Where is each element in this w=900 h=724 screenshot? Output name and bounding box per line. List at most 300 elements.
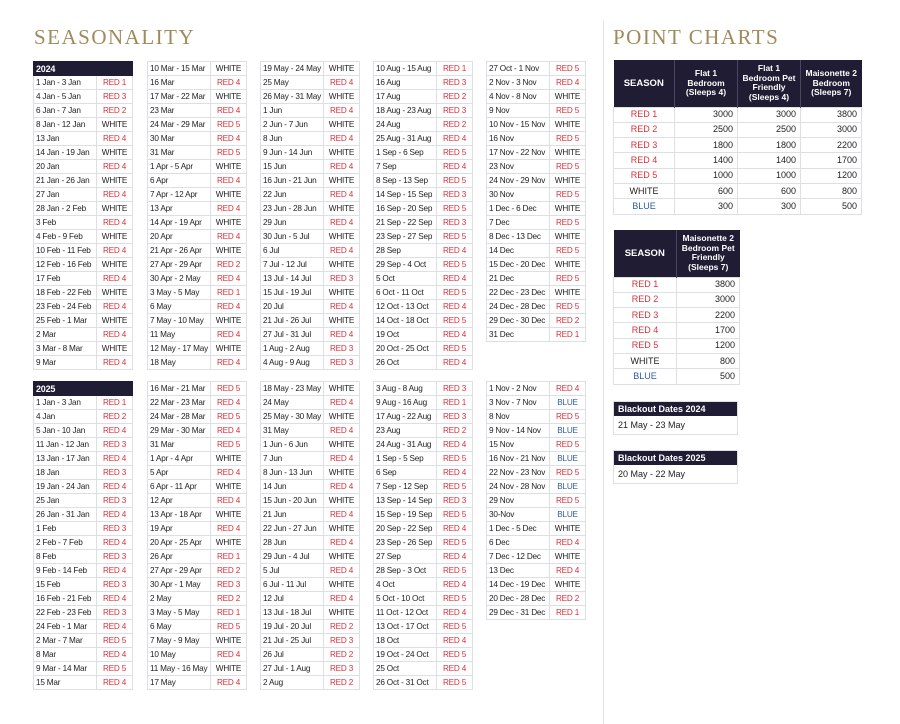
season-table-2024-col-5: [486, 61, 586, 342]
season-badge: WHITE: [550, 286, 586, 300]
season-badge: RED 4: [211, 272, 247, 286]
season-row: [34, 328, 133, 342]
season-badge: RED 5: [437, 230, 473, 244]
date-range: 16 Nov - 21 Nov: [487, 452, 550, 466]
date-range: 15 Feb: [34, 578, 97, 592]
season-badge: RED 4: [211, 494, 247, 508]
date-range: 6 Jul: [261, 244, 324, 258]
season-row: [34, 396, 133, 410]
point-row: [614, 353, 740, 368]
date-range: 14 Dec: [487, 244, 550, 258]
season-row: [261, 648, 360, 662]
season-row: [487, 286, 586, 300]
date-range: 5 Apr: [148, 466, 211, 480]
date-range: 9 Mar: [34, 356, 97, 370]
section-divider: [603, 20, 604, 724]
season-badge: RED 4: [324, 160, 360, 174]
date-range: 7 Sep - 12 Sep: [374, 480, 437, 494]
date-range: 10 Aug - 15 Aug: [374, 62, 437, 76]
date-range: 5 Oct - 10 Oct: [374, 592, 437, 606]
season-badge: WHITE: [550, 118, 586, 132]
season-table-2024-col-3: [260, 61, 360, 370]
point-row: [614, 308, 740, 323]
date-range: 8 Jun - 13 Jun: [261, 466, 324, 480]
season-badge: RED 3: [97, 550, 133, 564]
date-range: 1 Dec - 5 Dec: [487, 522, 550, 536]
season-badge: WHITE: [324, 258, 360, 272]
season-badge: RED 4: [437, 606, 473, 620]
season-row: [374, 578, 473, 592]
date-range: 2 Nov - 3 Nov: [487, 76, 550, 90]
season-name: RED 3: [614, 308, 677, 323]
season-badge: WHITE: [550, 202, 586, 216]
season-row: [374, 648, 473, 662]
date-range: 15 Jun: [261, 160, 324, 174]
season-row: [374, 620, 473, 634]
season-badge: RED 3: [97, 606, 133, 620]
season-row: [374, 494, 473, 508]
points-value: 1400: [675, 153, 738, 168]
date-range: 14 Sep - 15 Sep: [374, 188, 437, 202]
season-name: RED 4: [614, 323, 677, 338]
season-row: [148, 396, 247, 410]
season-badge: WHITE: [324, 382, 360, 396]
date-range: 20 Jan: [34, 160, 97, 174]
season-badge: RED 1: [550, 328, 586, 342]
season-name: BLUE: [614, 199, 675, 214]
date-range: 22 Jun: [261, 188, 324, 202]
point-row: [614, 292, 740, 307]
season-row: [148, 356, 247, 370]
date-range: 17 May: [148, 676, 211, 690]
season-badge: RED 3: [97, 578, 133, 592]
header-flat-1-bedroom: Flat 1 Bedroom (Sleeps 4): [675, 60, 738, 107]
season-badge: RED 5: [550, 160, 586, 174]
date-range: 19 Oct - 24 Oct: [374, 648, 437, 662]
date-range: 10 Nov - 15 Nov: [487, 118, 550, 132]
season-row: [487, 258, 586, 272]
date-range: 27 Jul - 1 Aug: [261, 662, 324, 676]
season-badge: RED 1: [97, 76, 133, 90]
season-badge: RED 5: [437, 564, 473, 578]
point-row: [614, 323, 740, 338]
season-row: [374, 314, 473, 328]
point-chart-table-main: [613, 60, 862, 215]
date-range: 18 Jan: [34, 466, 97, 480]
date-range: 26 Jul: [261, 648, 324, 662]
season-badge: WHITE: [211, 90, 247, 104]
season-row: [34, 536, 133, 550]
date-range: 11 Oct - 12 Oct: [374, 606, 437, 620]
season-row: [261, 286, 360, 300]
season-row: [487, 480, 586, 494]
date-range: 8 Mar: [34, 648, 97, 662]
season-row: [374, 356, 473, 370]
season-badge: RED 5: [550, 300, 586, 314]
date-range: 17 Aug: [374, 90, 437, 104]
season-badge: RED 4: [437, 132, 473, 146]
season-badge: RED 4: [97, 132, 133, 146]
season-row: [148, 202, 247, 216]
season-badge: RED 4: [437, 662, 473, 676]
season-badge: RED 4: [97, 508, 133, 522]
season-badge: RED 5: [211, 118, 247, 132]
date-range: 28 Jan - 2 Feb: [34, 202, 97, 216]
season-badge: RED 5: [550, 104, 586, 118]
season-row: [261, 424, 360, 438]
season-table-2025-col-4: [373, 381, 473, 690]
season-badge: RED 4: [211, 396, 247, 410]
date-range: 6 Oct - 11 Oct: [374, 286, 437, 300]
season-row: [148, 244, 247, 258]
season-badge: RED 1: [211, 286, 247, 300]
blackout-range: 21 May - 23 May: [618, 420, 686, 430]
season-badge: RED 5: [437, 508, 473, 522]
season-badge: RED 4: [97, 424, 133, 438]
point-chart-header-row: [614, 60, 862, 107]
date-range: 24 Dec - 28 Dec: [487, 300, 550, 314]
date-range: 6 Dec: [487, 536, 550, 550]
season-badge: RED 3: [437, 382, 473, 396]
season-row: [148, 564, 247, 578]
date-range: 4 Feb - 9 Feb: [34, 230, 97, 244]
date-range: 13 Jul - 14 Jul: [261, 272, 324, 286]
season-badge: RED 2: [97, 410, 133, 424]
season-row: [148, 188, 247, 202]
date-range: 12 Jul: [261, 592, 324, 606]
date-range: 23 Nov: [487, 160, 550, 174]
season-row: [34, 578, 133, 592]
date-range: 21 Jul - 26 Jul: [261, 314, 324, 328]
date-range: 2 May: [148, 592, 211, 606]
season-row: [148, 146, 247, 160]
date-range: 18 May - 23 May: [261, 382, 324, 396]
season-row: [148, 508, 247, 522]
season-row: [34, 356, 133, 370]
points-value: 1800: [675, 138, 738, 153]
date-range: 15 Dec - 20 Dec: [487, 258, 550, 272]
year-header-row: [34, 382, 133, 396]
season-row: [374, 62, 473, 76]
season-row: [148, 592, 247, 606]
season-badge: RED 5: [211, 620, 247, 634]
date-range: 29 Dec - 31 Dec: [487, 606, 550, 620]
season-row: [261, 466, 360, 480]
season-row: [374, 452, 473, 466]
season-row: [148, 536, 247, 550]
season-row: [148, 118, 247, 132]
date-range: 31 May: [261, 424, 324, 438]
season-row: [261, 606, 360, 620]
date-range: 26 May - 31 May: [261, 90, 324, 104]
season-row: [261, 202, 360, 216]
season-badge: WHITE: [97, 314, 133, 328]
season-badge: RED 5: [550, 466, 586, 480]
season-badge: WHITE: [550, 550, 586, 564]
points-value: 1400: [738, 153, 801, 168]
season-name: WHITE: [614, 353, 677, 368]
season-badge: WHITE: [324, 62, 360, 76]
date-range: 9 Aug - 16 Aug: [374, 396, 437, 410]
date-range: 9 Feb - 14 Feb: [34, 564, 97, 578]
season-row: [34, 424, 133, 438]
season-row: [487, 118, 586, 132]
point-row: [614, 338, 740, 353]
season-row: [374, 536, 473, 550]
date-range: 14 Apr - 19 Apr: [148, 216, 211, 230]
season-badge: WHITE: [97, 202, 133, 216]
season-badge: RED 5: [437, 314, 473, 328]
season-row: [374, 188, 473, 202]
season-badge: RED 2: [324, 620, 360, 634]
date-range: 8 Dec - 13 Dec: [487, 230, 550, 244]
season-badge: RED 4: [437, 522, 473, 536]
date-range: 3 Feb: [34, 216, 97, 230]
season-badge: RED 4: [211, 202, 247, 216]
date-range: 20 Dec - 28 Dec: [487, 592, 550, 606]
blackout-title: Blackout Dates 2024: [614, 402, 737, 416]
season-badge: WHITE: [324, 578, 360, 592]
points-value: 600: [738, 183, 801, 198]
season-badge: RED 5: [437, 202, 473, 216]
season-row: [148, 494, 247, 508]
season-badge: WHITE: [211, 452, 247, 466]
season-row: [487, 90, 586, 104]
season-badge: WHITE: [324, 90, 360, 104]
date-range: 2 Aug: [261, 676, 324, 690]
points-value: 800: [801, 183, 862, 198]
season-badge: RED 5: [97, 662, 133, 676]
season-badge: RED 4: [437, 160, 473, 174]
season-row: [487, 438, 586, 452]
date-range: 14 Dec - 19 Dec: [487, 578, 550, 592]
season-row: [487, 328, 586, 342]
season-row: [148, 328, 247, 342]
season-row: [148, 300, 247, 314]
date-range: 30 Mar: [148, 132, 211, 146]
date-range: 24 May: [261, 396, 324, 410]
season-row: [374, 396, 473, 410]
date-range: 29 Dec - 30 Dec: [487, 314, 550, 328]
date-range: 19 Apr: [148, 522, 211, 536]
date-range: 15 Sep - 19 Sep: [374, 508, 437, 522]
season-row: [261, 620, 360, 634]
season-badge: RED 4: [437, 300, 473, 314]
season-badge: WHITE: [324, 550, 360, 564]
season-badge: RED 3: [97, 522, 133, 536]
date-range: 3 Mar - 8 Mar: [34, 342, 97, 356]
date-range: 8 Jun: [261, 132, 324, 146]
date-range: 25 Feb - 1 Mar: [34, 314, 97, 328]
season-row: [374, 132, 473, 146]
season-row: [374, 522, 473, 536]
season-row: [148, 634, 247, 648]
season-row: [261, 578, 360, 592]
season-row: [148, 258, 247, 272]
date-range: 2 Mar - 7 Mar: [34, 634, 97, 648]
season-badge: WHITE: [211, 662, 247, 676]
season-row: [34, 494, 133, 508]
season-badge: WHITE: [97, 230, 133, 244]
season-badge: RED 3: [97, 494, 133, 508]
date-range: 31 Dec: [487, 328, 550, 342]
season-badge: RED 3: [437, 216, 473, 230]
season-row: [261, 216, 360, 230]
season-badge: RED 5: [437, 174, 473, 188]
date-range: 1 Apr - 4 Apr: [148, 452, 211, 466]
season-badge: RED 4: [211, 230, 247, 244]
season-badge: RED 4: [437, 466, 473, 480]
header-season: SEASON: [614, 60, 675, 107]
date-range: 25 Jan: [34, 494, 97, 508]
season-badge: RED 3: [437, 494, 473, 508]
season-row: [374, 272, 473, 286]
season-badge: RED 1: [437, 62, 473, 76]
date-range: 19 Jul - 20 Jul: [261, 620, 324, 634]
date-range: 4 Aug - 9 Aug: [261, 356, 324, 370]
season-badge: RED 4: [324, 564, 360, 578]
season-row: [148, 410, 247, 424]
points-value: 600: [675, 183, 738, 198]
date-range: 17 Mar - 22 Mar: [148, 90, 211, 104]
season-badge: RED 4: [324, 424, 360, 438]
season-badge: WHITE: [324, 146, 360, 160]
season-row: [148, 90, 247, 104]
season-row: [487, 606, 586, 620]
date-range: 19 Jan - 24 Jan: [34, 480, 97, 494]
date-range: 6 Apr: [148, 174, 211, 188]
date-range: 23 Feb - 24 Feb: [34, 300, 97, 314]
season-row: [261, 272, 360, 286]
point-row: [614, 183, 862, 198]
season-row: [261, 356, 360, 370]
season-badge: WHITE: [324, 118, 360, 132]
date-range: 10 Mar - 15 Mar: [148, 62, 211, 76]
season-row: [261, 104, 360, 118]
season-row: [148, 466, 247, 480]
season-badge: WHITE: [324, 230, 360, 244]
season-badge: WHITE: [211, 188, 247, 202]
date-range: 23 Jun - 28 Jun: [261, 202, 324, 216]
season-badge: RED 3: [324, 634, 360, 648]
season-row: [34, 244, 133, 258]
season-row: [34, 648, 133, 662]
season-row: [34, 522, 133, 536]
season-badge: RED 1: [211, 606, 247, 620]
points-value: 2500: [738, 122, 801, 137]
season-badge: RED 4: [550, 76, 586, 90]
season-table-2024-col-1: [33, 61, 133, 370]
season-row: [34, 174, 133, 188]
points-value: 800: [677, 353, 740, 368]
date-range: 7 Dec - 12 Dec: [487, 550, 550, 564]
season-row: [487, 424, 586, 438]
date-range: 29 Jun - 4 Jul: [261, 550, 324, 564]
date-range: 27 Jul - 31 Jul: [261, 328, 324, 342]
point-charts-title: POINT CHARTS: [613, 25, 780, 49]
season-row: [34, 662, 133, 676]
season-row: [374, 76, 473, 90]
points-value: 3000: [677, 292, 740, 307]
season-badge: BLUE: [550, 452, 586, 466]
season-badge: RED 4: [550, 536, 586, 550]
date-range: 7 Dec: [487, 216, 550, 230]
season-row: [34, 634, 133, 648]
season-badge: RED 5: [550, 188, 586, 202]
season-badge: RED 4: [324, 132, 360, 146]
season-row: [148, 230, 247, 244]
season-name: RED 1: [614, 277, 677, 292]
season-badge: RED 2: [437, 118, 473, 132]
season-badge: WHITE: [211, 480, 247, 494]
date-range: 6 Jan - 7 Jan: [34, 104, 97, 118]
date-range: 1 Sep - 5 Sep: [374, 452, 437, 466]
points-value: 1700: [677, 323, 740, 338]
season-row: [261, 676, 360, 690]
season-row: [374, 244, 473, 258]
year-header-fill: [97, 62, 133, 76]
season-row: [487, 62, 586, 76]
date-range: 23 Sep - 27 Sep: [374, 230, 437, 244]
season-row: [34, 480, 133, 494]
date-range: 21 Jul - 25 Jul: [261, 634, 324, 648]
season-row: [261, 662, 360, 676]
season-row: [487, 174, 586, 188]
date-range: 29 Jun: [261, 216, 324, 230]
season-badge: BLUE: [550, 508, 586, 522]
season-badge: WHITE: [211, 244, 247, 258]
season-row: [148, 174, 247, 188]
date-range: 7 Apr - 12 Apr: [148, 188, 211, 202]
season-badge: RED 4: [324, 244, 360, 258]
date-range: 9 Jun - 14 Jun: [261, 146, 324, 160]
season-row: [34, 286, 133, 300]
date-range: 21 Jan - 26 Jan: [34, 174, 97, 188]
season-badge: RED 1: [211, 550, 247, 564]
date-range: 1 Dec - 6 Dec: [487, 202, 550, 216]
season-row: [34, 132, 133, 146]
date-range: 16 Mar - 21 Mar: [148, 382, 211, 396]
season-badge: RED 4: [97, 536, 133, 550]
season-badge: RED 4: [437, 634, 473, 648]
date-range: 5 Jan - 10 Jan: [34, 424, 97, 438]
date-range: 5 Jul: [261, 564, 324, 578]
season-row: [148, 286, 247, 300]
date-range: 18 Aug - 23 Aug: [374, 104, 437, 118]
season-badge: WHITE: [211, 536, 247, 550]
blackout-range: 20 May - 22 May: [618, 469, 686, 479]
season-row: [487, 202, 586, 216]
season-badge: WHITE: [324, 174, 360, 188]
season-row: [34, 314, 133, 328]
date-range: 30 Apr - 1 May: [148, 578, 211, 592]
date-range: 28 Sep - 3 Oct: [374, 564, 437, 578]
season-row: [374, 286, 473, 300]
date-range: 23 Aug: [374, 424, 437, 438]
season-badge: BLUE: [550, 480, 586, 494]
season-badge: RED 5: [211, 146, 247, 160]
date-range: 30 Apr - 2 May: [148, 272, 211, 286]
season-badge: RED 5: [211, 382, 247, 396]
season-badge: WHITE: [550, 146, 586, 160]
season-badge: RED 4: [437, 244, 473, 258]
season-row: [34, 592, 133, 606]
season-row: [261, 396, 360, 410]
season-row: [487, 160, 586, 174]
season-row: [261, 438, 360, 452]
season-badge: RED 5: [211, 410, 247, 424]
season-badge: RED 5: [437, 480, 473, 494]
